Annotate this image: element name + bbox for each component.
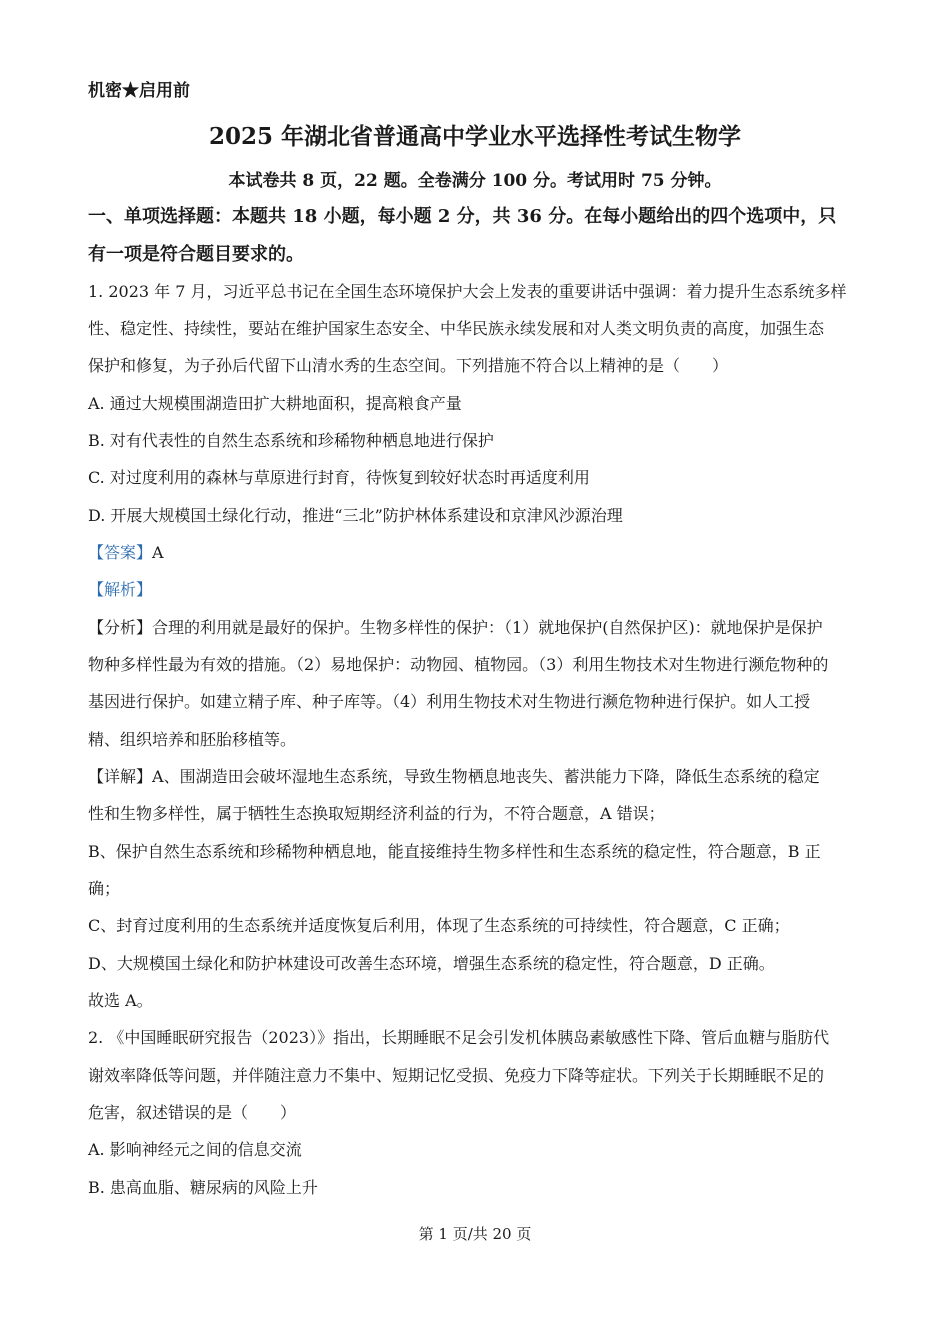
exam-title: 2025 年湖北省普通高中学业水平选择性考试生物学 bbox=[208, 123, 742, 150]
q2-option-b: B. 患高血脂、糖尿病的风险上升 bbox=[88, 1178, 318, 1197]
q1-fenxi-line-1 bbox=[88, 618, 823, 638]
analysis-tag: 【解析】 bbox=[88, 580, 153, 599]
q2-stem-line-1: 2. 《中国睡眠研究报告（2023）》指出，长期睡眠不足会引发机体胰岛素敏感性下降、管后血糖与脂肪代 bbox=[88, 1028, 830, 1047]
q1-xiangjie-line-6: D、大规模国土绿化和防护林建设可改善生态环境，增强生态系统的稳定性，符合题意，D 正确。 bbox=[88, 954, 775, 973]
q1-option-a: A. 通过大规模围湖造田扩大耕地面积，提高粮食产量 bbox=[88, 394, 462, 413]
q1-option-d: D. 开展大规模国土绿化行动，推进“三北”防护林体系建设和京津风沙源治理 bbox=[88, 506, 623, 525]
q1-xiangjie-line-4: 确； bbox=[88, 879, 121, 898]
page-number: 第 1 页/共 20 页 bbox=[418, 1225, 532, 1243]
q1-stem-line-1: 1. 2023 年 7 月，习近平总书记在全国生态环境保护大会上发表的重要讲话中强调：着力提升生态系统多样 bbox=[88, 282, 847, 301]
answer-value: A bbox=[152, 543, 164, 562]
fenxi-tag: 【分析】 bbox=[88, 618, 153, 637]
q2-stem-line-2: 谢效率降低等问题，并伴随注意力不集中、短期记忆受损、免疫力下降等症状。下列关于长期睡眠不足的 bbox=[88, 1066, 825, 1085]
confidential-label: 机密★启用前 bbox=[88, 81, 190, 101]
answer-tag: 【答案】 bbox=[88, 543, 153, 562]
q1-stem-line-2: 性、稳定性、持续性，要站在维护国家生态安全、中华民族永续发展和对人类文明负责的高度，加强生态 bbox=[88, 319, 825, 338]
q1-xiangjie-line-5: C、封育过度利用的生态系统并适度恢复后利用，体现了生态系统的可持续性，符合题意，C 正确； bbox=[88, 916, 790, 935]
q2-stem-line-3: 危害，叙述错误的是（ ） bbox=[88, 1103, 297, 1122]
q1-fenxi-line-3: 基因进行保护。如建立精子库、种子库等。（4）利用生物技术对生物进行濒危物种进行保护。如人工授 bbox=[88, 692, 811, 711]
q1-answer bbox=[88, 543, 164, 563]
fenxi-text: 合理的利用就是最好的保护。生物多样性的保护：（1）就地保护(自然保护区)：就地保护是保护 bbox=[152, 618, 823, 637]
q2-option-a: A. 影响神经元之间的信息交流 bbox=[88, 1140, 302, 1159]
q1-xiangjie-line-1 bbox=[88, 767, 820, 787]
xiangjie-text: A、围湖造田会破坏湿地生态系统，导致生物栖息地丧失、蓄洪能力下降，降低生态系统的稳定 bbox=[152, 767, 820, 786]
q1-option-c: C. 对过度利用的森林与草原进行封育，待恢复到较好状态时再适度利用 bbox=[88, 468, 590, 487]
q1-option-b: B. 对有代表性的自然生态系统和珍稀物种栖息地进行保护 bbox=[88, 431, 494, 450]
q1-fenxi-line-2: 物种多样性最为有效的措施。（2）易地保护：动物园、植物园。（3）利用生物技术对生物进行濒危物种的 bbox=[88, 655, 829, 674]
section-heading-line-1: 一、单项选择题：本题共 18 小题，每小题 2 分，共 36 分。在每小题给出的四个选项中，只 bbox=[88, 206, 837, 227]
q1-xiangjie-line-2: 性和生物多样性，属于牺牲生态换取短期经济利益的行为，不符合题意，A 错误； bbox=[88, 804, 665, 823]
q1-fenxi-line-4: 精、组织培养和胚胎移植等。 bbox=[88, 730, 297, 749]
exam-subtitle: 本试卷共 8 页，22 题。全卷满分 100 分。考试用时 75 分钟。 bbox=[228, 171, 722, 191]
q1-stem-line-3: 保护和修复，为子孙后代留下山清水秀的生态空间。下列措施不符合以上精神的是（ ） bbox=[88, 356, 729, 375]
xiangjie-tag: 【详解】 bbox=[88, 767, 153, 786]
section-heading-line-2: 有一项是符合题目要求的。 bbox=[88, 244, 304, 265]
q1-conclusion: 故选 A。 bbox=[88, 991, 153, 1010]
q1-xiangjie-line-3: B、保护自然生态系统和珍稀物种栖息地，能直接维持生物多样性和生态系统的稳定性，符合题意，B 正 bbox=[88, 842, 821, 861]
